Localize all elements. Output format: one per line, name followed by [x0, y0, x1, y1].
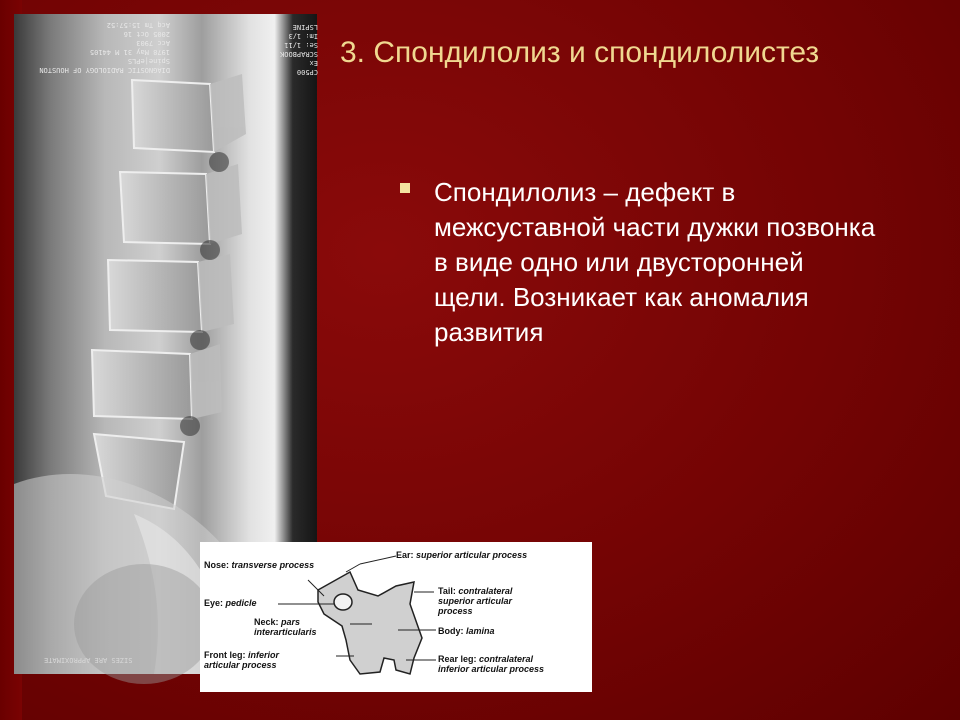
label-rear-leg: Rear leg: contralateral inferior articular process: [438, 654, 545, 674]
label-body: Body: lamina: [438, 626, 495, 636]
label-ear: Ear: superior articular process: [396, 550, 528, 560]
bullet-text: Спондилолиз – дефект в межсуставной части дужки позвонка в виде одно или двусторонней щели. Возникает как аномалия развития: [434, 177, 876, 347]
xray-header-right: CP500 Ex SCRAPBOOK Se: 1/11 Im: 1/3 LSPINE: [280, 23, 318, 76]
scotty-dog-diagram: [200, 542, 592, 692]
label-eye: Eye: pedicle: [204, 598, 257, 608]
bullet-item: [400, 175, 880, 350]
xray-footer: SIZES ARE APPROXIMATE: [44, 656, 133, 664]
label-tail: Tail: contralateral superior articular process: [438, 586, 513, 616]
vertebrae: [92, 80, 214, 509]
label-nose: Nose: transverse process: [204, 560, 315, 570]
label-neck: Neck: pars interarticularis: [254, 617, 317, 637]
slide-title: 3. Спондилолиз и спондилолистез: [340, 36, 820, 69]
square-bullet-icon: [400, 183, 410, 193]
xray-header-left: DIAGNOSTIC RADIOLOGY OF HOUSTON Spine|ePLS 1978 May 31 M 44105 Acc 7903 2005 Oct 16 Acq Tm 15:57:52: [39, 21, 170, 74]
label-front-leg: Front leg: inferior articular process: [204, 650, 280, 670]
